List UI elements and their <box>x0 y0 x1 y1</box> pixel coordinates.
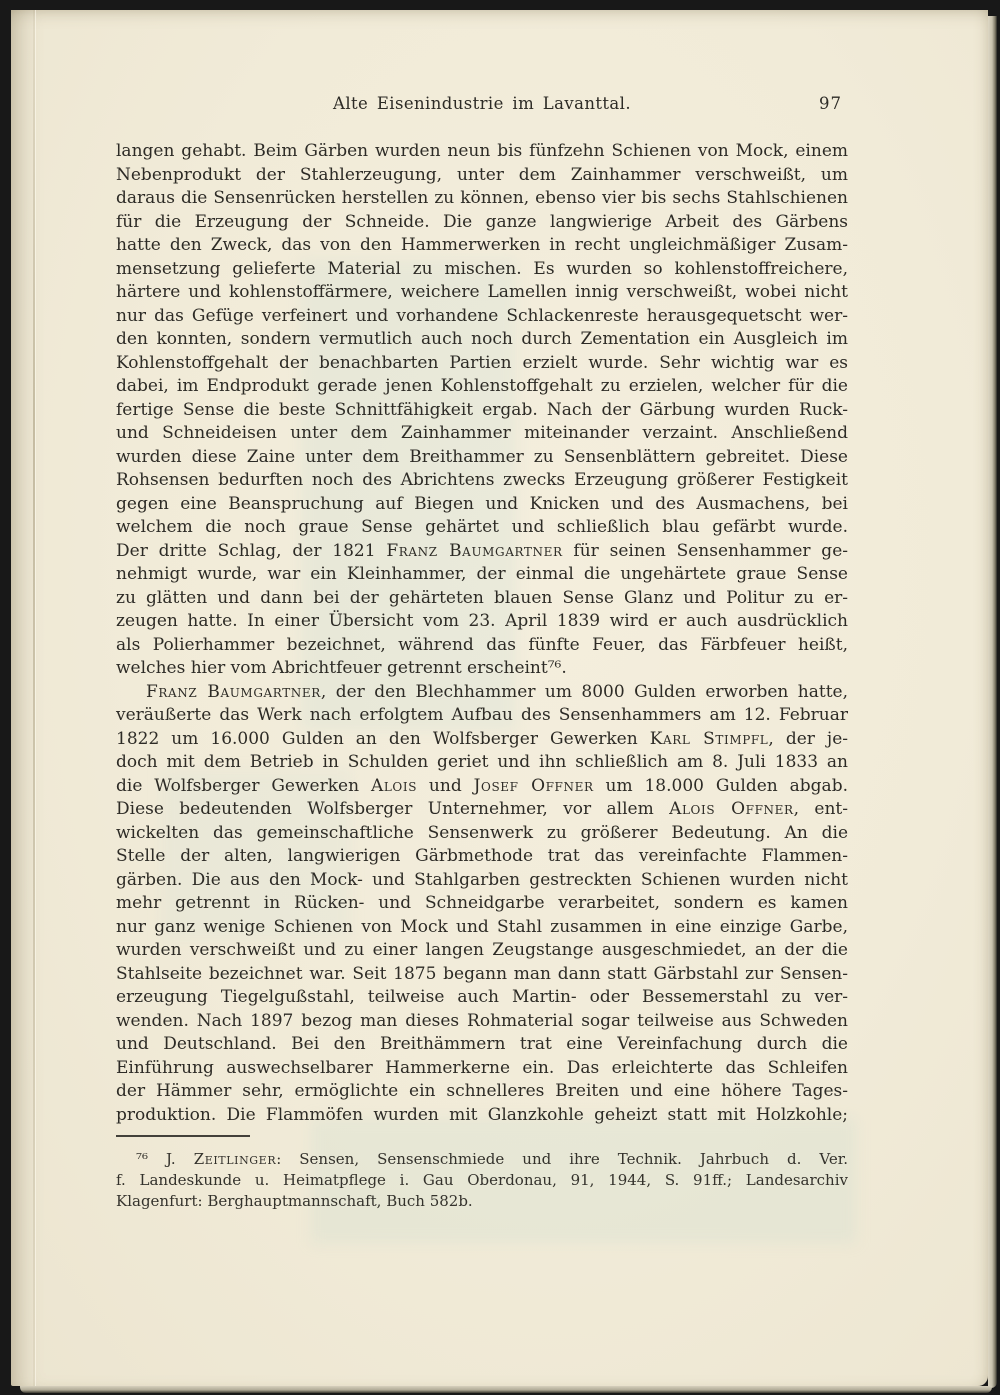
person-name: Franz Baumgartner <box>146 681 321 702</box>
book-page <box>11 10 988 1386</box>
text-line: gegen eine Beanspruchung auf Biegen und Knicken und des Ausmachens, bei <box>116 493 848 514</box>
text-line: erzeugung Tiegelgußstahl, teilweise auch Martin- oder Bessemerstahl zu ver- <box>116 987 848 1007</box>
text-line: der Hämmer sehr, ermöglichte ein schnelleres Breiten und eine höhere Tages- <box>116 1081 848 1101</box>
text-line: und Deutschland. Bei den Breithämmern trat eine Vereinfachung durch die <box>116 1034 848 1054</box>
footnote <box>116 1149 848 1212</box>
text-line: welches hier vom Abrichtfeuer getrennt erscheint⁷⁶. <box>116 658 567 678</box>
text-line: den konnten, sondern vermutlich auch noch durch Zementation ein Ausgleich im <box>116 329 848 349</box>
text-line: Diese bedeutenden Wolfsberger Unternehmer, vor allem Alois Offner, ent- <box>116 799 848 819</box>
running-title: Alte Eisenindustrie im Lavanttal. <box>333 94 631 113</box>
text-line: produktion. Die Flammöfen wurden mit Glanzkohle geheizt statt mit Holzkohle; <box>116 1104 848 1125</box>
text-line: 1822 um 16.000 Gulden an den Wolfsberger Gewerken Karl Stimpfl, der je- <box>116 728 848 749</box>
text-line: nur ganz wenige Schienen von Mock und Stahl zusammen in eine einzige Garbe, <box>116 916 848 937</box>
text-line: fertige Sense die beste Schnittfähigkeit ergab. Nach der Gärbung wurden Ruck- <box>116 399 848 420</box>
text-line: Nebenprodukt der Stahlerzeugung, unter dem Zainhammer verschweißt, um <box>116 164 848 185</box>
text-line: langen gehabt. Beim Gärben wurden neun bis fünfzehn Schienen von Mock, einem <box>116 141 848 161</box>
person-name: Zeitlinger <box>193 1150 277 1168</box>
text-line: und Schneideisen unter dem Zainhammer miteinander verzaint. Anschließend <box>116 423 848 443</box>
paragraph <box>116 1149 848 1212</box>
text-line: für die Erzeugung der Schneide. Die ganze langwierige Arbeit des Gärbens <box>116 211 848 232</box>
text-line: gärben. Die aus den Mock- und Stahlgarben gestreckten Schienen wurden nicht <box>116 869 848 890</box>
text-line: f. Landeskunde u. Heimatpflege i. Gau Oberdonau, 91, 1944, S. 91ff.; Landesarchiv <box>116 1171 848 1189</box>
text-line: Franz Baumgartner, der den Blechhammer um 8000 Gulden erworben hatte, <box>146 681 848 702</box>
text-line: hatte den Zweck, das von den Hammerwerken in recht ungleichmäßiger Zusam- <box>116 235 848 255</box>
text-line: veräußerte das Werk nach erfolgtem Aufbau des Sensenhammers am 12. Februar <box>116 705 848 725</box>
body-text <box>116 140 848 1127</box>
text-line: wurden verschweißt und zu einer langen Zeugstange ausgeschmiedet, an der die <box>116 940 848 960</box>
text-line: Der dritte Schlag, der 1821 Franz Baumgartner für seinen Sensenhammer ge- <box>116 540 848 561</box>
text-line: dabei, im Endprodukt gerade jenen Kohlenstoffgehalt zu erzielen, welcher für die <box>116 376 848 396</box>
text-line: wurden diese Zaine unter dem Breithammer zu Sensenblättern gebreitet. Diese <box>116 446 848 467</box>
person-name: Josef Offner <box>473 775 594 796</box>
page-crease <box>33 10 35 1386</box>
page-stack-edge-right <box>988 16 997 1388</box>
text-line: Rohsensen bedurften noch des Abrichtens zwecks Erzeugung größerer Festigkeit <box>116 470 848 490</box>
text-line: daraus die Sensenrücken herstellen zu können, ebenso vier bis sechs Stahlschienen <box>116 188 848 208</box>
person-name: Alois <box>370 775 418 796</box>
text-line: wickelten das gemeinschaftliche Sensenwerk zu größerer Bedeutung. An die <box>116 822 848 843</box>
text-line: welchem die noch graue Sense gehärtet und schließlich blau gefärbt wurde. <box>116 517 848 537</box>
text-line: Stahlseite bezeichnet war. Seit 1875 begann man dann statt Gärbstahl zur Sensen- <box>116 963 848 984</box>
page-stack-edge-bottom <box>20 1386 992 1393</box>
text-line: mensetzung gelieferte Material zu mischen. Es wurden so kohlenstoffreichere, <box>116 258 848 279</box>
text-line: Stelle der alten, langwierigen Gärbmethode trat das vereinfachte Flammen- <box>116 846 848 866</box>
footnote-divider <box>116 1135 250 1137</box>
person-name: Franz Baumgartner <box>386 540 563 561</box>
text-line: mehr getrennt in Rücken- und Schneidgarbe verarbeitet, sondern es kamen <box>116 893 848 913</box>
text-line: nur das Gefüge verfeinert und vorhandene Schlackenreste herausgequetscht wer- <box>116 305 848 326</box>
text-line: wenden. Nach 1897 bezog man dieses Rohmaterial sogar teilweise aus Schweden <box>116 1010 848 1031</box>
text-line: als Polierhammer bezeichnet, während das fünfte Feuer, das Färbfeuer heißt, <box>116 634 848 655</box>
text-line: Klagenfurt: Berghauptmannschaft, Buch 582b. <box>116 1192 473 1210</box>
text-line: ⁷⁶ J. Zeitlinger: Sensen, Sensenschmiede und ihre Technik. Jahrbuch d. Ver. <box>136 1150 849 1168</box>
text-line: die Wolfsberger Gewerken Alois und Josef Offner um 18.000 Gulden abgab. <box>116 775 848 796</box>
text-line: Kohlenstoffgehalt der benachbarten Partien erzielt wurde. Sehr wichtig war es <box>116 352 848 373</box>
person-name: Alois Offner <box>669 799 794 819</box>
text-line: härtere und kohlenstoffärmere, weichere Lamellen innig verschweißt, wobei nicht <box>116 282 848 302</box>
paragraph <box>116 140 848 681</box>
text-line: zeugen hatte. In einer Übersicht vom 23. April 1839 wird er auch ausdrücklich <box>116 611 848 631</box>
page-header <box>116 94 848 116</box>
text-line: Einführung auswechselbarer Hammerkerne ein. Das erleichterte das Schleifen <box>116 1057 848 1078</box>
paragraph <box>116 681 848 1128</box>
person-name: Karl Stimpfl <box>649 728 769 749</box>
page-number: 97 <box>819 94 842 113</box>
text-line: doch mit dem Betrieb in Schulden geriet und ihn schließlich am 8. Juli 1833 an <box>116 752 848 772</box>
text-line: zu glätten und dann bei der gehärteten blauen Sense Glanz und Politur zu er- <box>116 587 848 608</box>
text-line: nehmigt wurde, war ein Kleinhammer, der einmal die ungehärtete graue Sense <box>116 564 848 584</box>
